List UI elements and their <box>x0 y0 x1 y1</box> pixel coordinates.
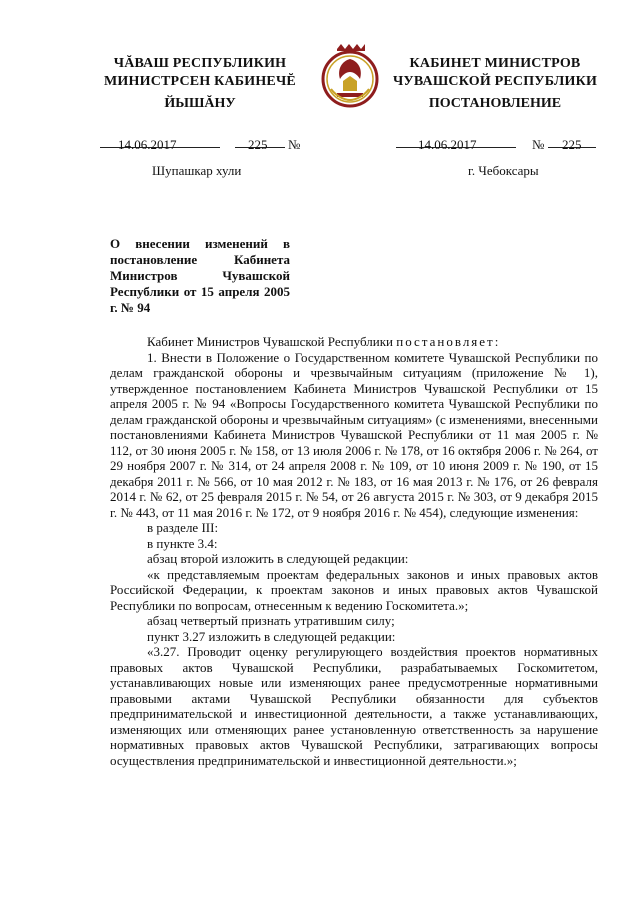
chuvash-emblem-icon <box>317 41 383 113</box>
right-header <box>385 55 605 91</box>
paragraph-8: «3.27. Проводит оценку регулирующего воздействия проектов нормативных правовых актов Чувашской Республики, разрабатываемых Госкомитетом, устанавливающих новые или изменяющих ранее предусмотренные нормативными правовыми актами Чувашской Республики обязанности для субъектов предпринимательской и инвестиционной деятельности, а также устанавливающих, изменяющих или отменяющих ранее установленную ответственность за нарушение нормативных правовых актов Чувашской Республики, затрагивающих вопросы осуществления предпринимательской и инвестиционной деятельности.»; <box>110 644 598 768</box>
right-header-line1: КАБИНЕТ МИНИСТРОВ <box>409 56 581 71</box>
left-header-line1: ЧĂВАШ РЕСПУБЛИКИН <box>113 56 287 71</box>
left-header <box>95 55 305 91</box>
right-city: г. Чебоксары <box>468 163 539 178</box>
paragraph-4: абзац второй изложить в следующей редакции: <box>147 551 409 566</box>
document-body <box>110 334 598 768</box>
right-doc-type: ПОСТАНОВЛЕНИЕ <box>428 96 562 111</box>
paragraph-1: 1. Внести в Положение о Государственном комитете Чувашской Республики по делам гражданской обороны и чрезвычайным ситуациям (приложение № 1), утвержденное постановлением Кабинета Министров Чувашской Республики от 15 апреля 2005 г. № 94 «Вопросы Государственного комитета Чувашской Республики по делам гражданской обороны и чрезвычайным ситуациям» (с изменениями, внесенными постановлениями Кабинета Министров Чувашской Республики от 11 мая 2005 г. № 112, от 30 июня 2005 г. № 158, от 13 июля 2006 г. № 178, от 16 октября 2006 г. № 264, от 29 ноября 2007 г. № 314, от 24 апреля 2008 г. № 109, от 10 июня 2009 г. № 190, от 15 декабря 2011 г. № 566, от 10 мая 2012 г. № 183, от 16 мая 2013 г. № 176, от 26 февраля 2014 г. № 62, от 25 февраля 2015 г. № 54, от 26 августа 2015 г. № 303, от 9 декабря 2015 г. № 443, от 11 мая 2016 г. № 172, от 9 ноября 2016 г. № 454), следующие изменения: <box>110 349 598 520</box>
intro-text: Кабинет Министров Чувашской Республики <box>147 334 393 349</box>
right-date: 14.06.2017 <box>418 137 477 152</box>
left-doc-type: ЙЫШĂНУ <box>164 96 236 111</box>
right-number-sign: № <box>532 137 545 152</box>
paragraph-7: пункт 3.27 изложить в следующей редакции: <box>147 628 396 644</box>
decree-word: постановляет: <box>396 334 501 349</box>
right-header-line2: ЧУВАШСКОЙ РЕСПУБЛИКИ <box>392 74 598 89</box>
right-number: 225 <box>562 137 582 152</box>
paragraph-3: в пункте 3.4: <box>147 535 218 551</box>
paragraph-6: абзац четвертый признать утратившим силу; <box>147 613 395 628</box>
document-title: О внесении изменений в постановление Кабинета Министров Чувашской Республики от 15 апреля 2005 г. № 94 <box>110 236 290 315</box>
paragraph-5: «к представляемым проектам федеральных законов и иных правовых актов Российской Федерации, к проектам законов и иных правовых актов Чувашской Республики по вопросам, отнесенным к ведению Госкомитета.»; <box>110 566 598 613</box>
left-city: Шупашкар хули <box>152 163 242 178</box>
left-date: 14.06.2017 <box>118 137 177 152</box>
left-number: 225 <box>248 137 268 152</box>
paragraph-2: в разделе III: <box>147 520 219 535</box>
left-header-line2: МИНИСТРСЕН КАБИНЕЧĔ <box>104 74 296 89</box>
left-number-sign: № <box>288 137 301 152</box>
intro-paragraph <box>110 334 598 350</box>
